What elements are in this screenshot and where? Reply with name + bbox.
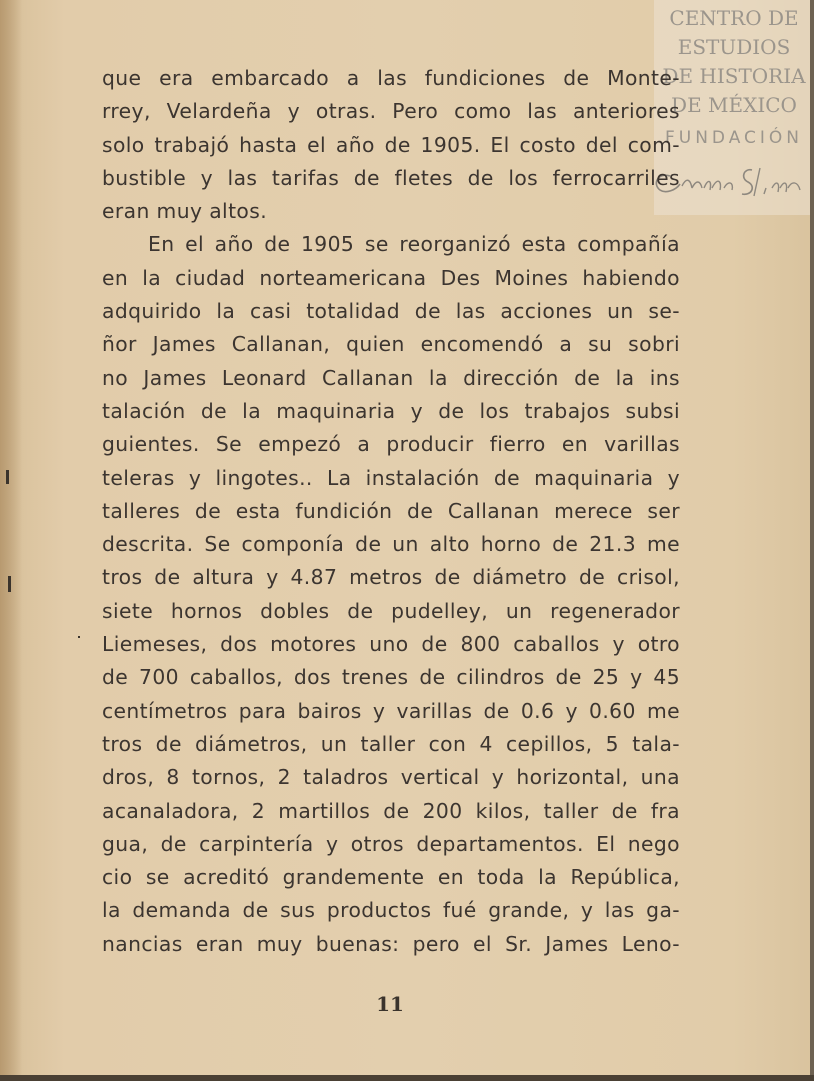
text-line: rrey, Velardeña y otras. Pero como las anteriores xyxy=(102,99,680,124)
text-line: que era embarcado a las fundiciones de Monte- xyxy=(102,66,680,90)
watermark-line-2: ESTUDIOS xyxy=(677,35,791,59)
text-line: descrita. Se componía de un alto horno de 21.3 me xyxy=(102,532,680,557)
text-line: centímetros para bairos y varillas de 0.6 y 0.60 me xyxy=(102,698,680,723)
text-line: solo trabajó hasta el año de 1905. El costo del com- xyxy=(102,132,680,157)
text-line: en la ciudad norteamericana Des Moines habiendo xyxy=(102,265,680,290)
watermark-line-4: DE MÉXICO xyxy=(671,93,797,117)
text-line: En el año de 1905 se reorganizó esta compañía xyxy=(148,232,680,257)
margin-mark xyxy=(6,470,9,484)
text-line: gua, de carpintería y otros departamentos. El nego xyxy=(102,831,680,856)
text-line: talleres de esta fundición de Callanan merece ser xyxy=(102,498,680,523)
text-line: Liemeses, dos motores uno de 800 caballos y otro xyxy=(102,632,680,657)
document-body xyxy=(102,62,680,961)
margin-mark xyxy=(78,636,80,638)
text-line: siete hornos dobles de pudelley, un regenerador xyxy=(102,598,680,623)
text-line: de 700 caballos, dos trenes de cilindros de 25 y 45 xyxy=(102,665,680,690)
text-line: teleras y lingotes.. La instalación de maquinaria y xyxy=(102,465,680,490)
margin-mark xyxy=(8,576,11,592)
page-edge-right xyxy=(810,0,814,1081)
watermark-line-1: CENTRO DE xyxy=(669,6,799,30)
text-line: ñor James Callanan, quien encomendó a su sobri xyxy=(102,332,680,357)
watermark-fundacion: FUNDACIÓN xyxy=(664,128,804,148)
page-number: 11 xyxy=(376,992,404,1016)
text-line: eran muy altos. xyxy=(102,199,268,224)
watermark-line-3: DE HISTORIA xyxy=(662,64,806,88)
text-line: bustible y las tarifas de fletes de los ferrocarriles xyxy=(102,165,680,190)
text-line: tros de altura y 4.87 metros de diámetro de crisol, xyxy=(102,565,680,590)
text-line: guientes. Se empezó a producir fierro en varillas xyxy=(102,432,680,457)
text-line: la demanda de sus productos fué grande, y las ga- xyxy=(102,898,680,923)
text-line: adquirido la casi totalidad de las acciones un se- xyxy=(102,299,680,324)
text-line: dros, 8 tornos, 2 taladros vertical y horizontal, una xyxy=(102,765,680,790)
text-line: nancias eran muy buenas: pero el Sr. James Leno- xyxy=(102,931,680,956)
text-line: cio se acreditó grandemente en toda la República, xyxy=(102,865,680,890)
page-edge-bottom xyxy=(0,1075,814,1081)
text-line: tros de diámetros, un taller con 4 cepillos, 5 tala- xyxy=(102,731,680,756)
text-line: no James Leonard Callanan la dirección de la ins xyxy=(102,365,680,390)
text-line: acanaladora, 2 martillos de 200 kilos, taller de fra xyxy=(102,798,680,823)
text-line: talación de la maquinaria y de los trabajos subsi xyxy=(102,398,680,423)
